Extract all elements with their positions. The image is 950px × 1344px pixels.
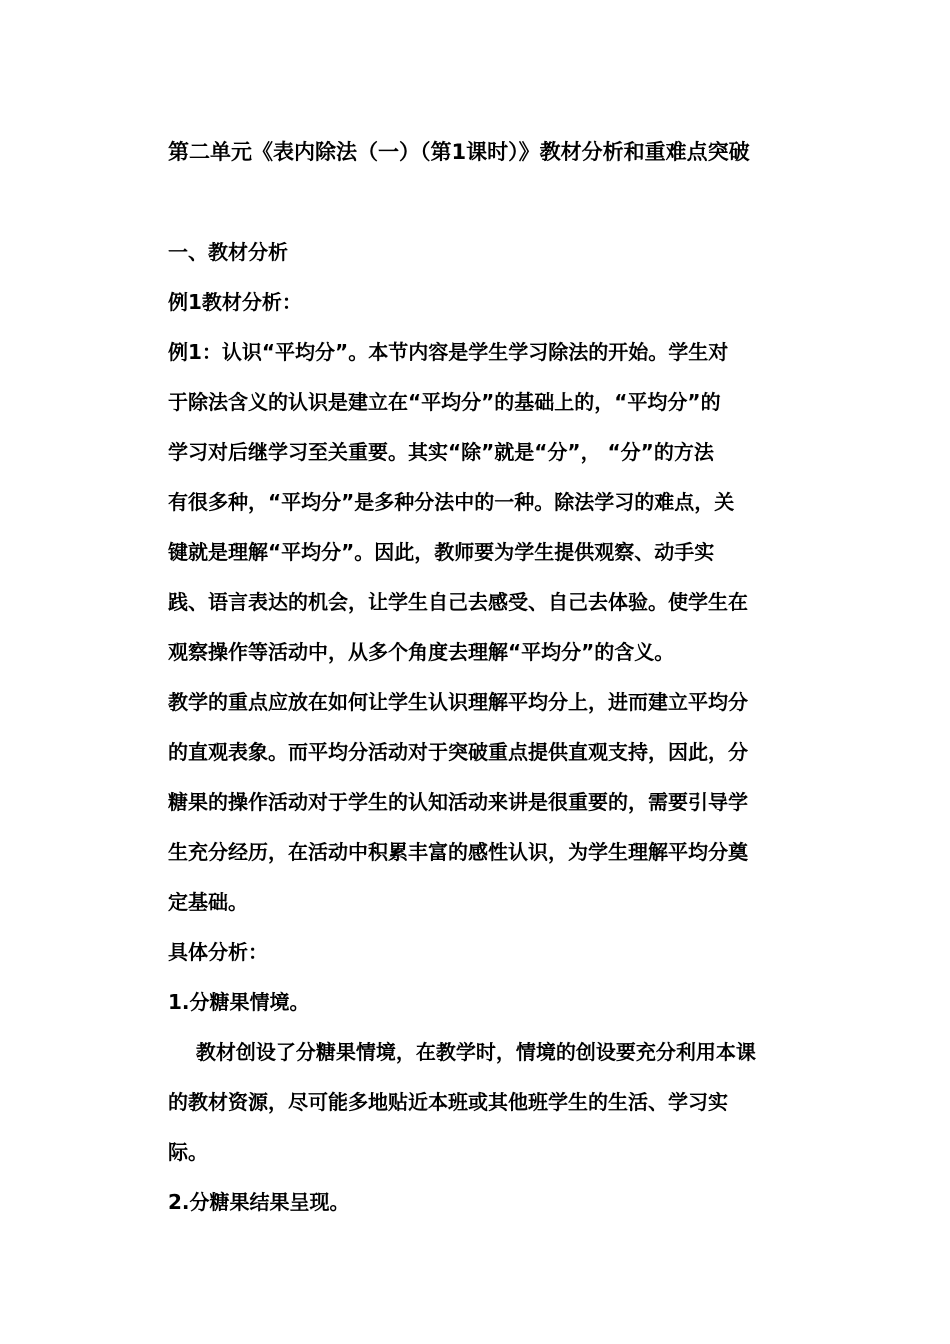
paragraph-line: 键就是理解“平均分”。因此，教师要为学生提供观察、动手实 bbox=[168, 540, 715, 564]
paragraph-line: 于除法含义的认识是建立在“平均分”的基础上的，“平均分”的 bbox=[168, 390, 721, 414]
paragraph-line: 教学的重点应放在如何让学生认识理解平均分上，进而建立平均分 bbox=[168, 690, 748, 714]
subsection-heading: 例1教材分析： bbox=[168, 290, 302, 314]
paragraph-line: 定基础。 bbox=[168, 890, 248, 914]
subsection-heading: 具体分析： bbox=[168, 940, 268, 964]
paragraph-line: 的教材资源，尽可能多地贴近本班或其他班学生的生活、学习实 bbox=[168, 1090, 728, 1114]
paragraph-line: 的直观表象。而平均分活动对于突破重点提供直观支持，因此，分 bbox=[168, 740, 748, 764]
paragraph-line: 际。 bbox=[168, 1140, 208, 1164]
paragraph-line: 学习对后继学习至关重要。其实“除”就是“分”， “分”的方法 bbox=[168, 440, 714, 464]
list-item-heading: 1.分糖果情境。 bbox=[168, 990, 310, 1014]
paragraph-line: 教材创设了分糖果情境，在教学时，情境的创设要充分利用本课 bbox=[168, 1040, 756, 1064]
section-heading: 一、教材分析 bbox=[168, 240, 288, 264]
paragraph-line: 践、语言表达的机会，让学生自己去感受、自己去体验。使学生在 bbox=[168, 590, 748, 614]
list-item-heading: 2.分糖果结果呈现。 bbox=[168, 1190, 350, 1214]
paragraph-line: 有很多种，“平均分”是多种分法中的一种。除法学习的难点，关 bbox=[168, 490, 735, 514]
paragraph-line: 糖果的操作活动对于学生的认知活动来讲是很重要的，需要引导学 bbox=[168, 790, 748, 814]
paragraph-line: 例1：认识“平均分”。本节内容是学生学习除法的开始。学生对 bbox=[168, 340, 729, 364]
paragraph-line: 观察操作等活动中，从多个角度去理解“平均分”的含义。 bbox=[168, 640, 675, 664]
document-title: 第二单元《表内除法（一）（第1课时）》教材分析和重难点突破 bbox=[168, 140, 750, 164]
paragraph-line: 生充分经历，在活动中积累丰富的感性认识，为学生理解平均分奠 bbox=[168, 840, 748, 864]
